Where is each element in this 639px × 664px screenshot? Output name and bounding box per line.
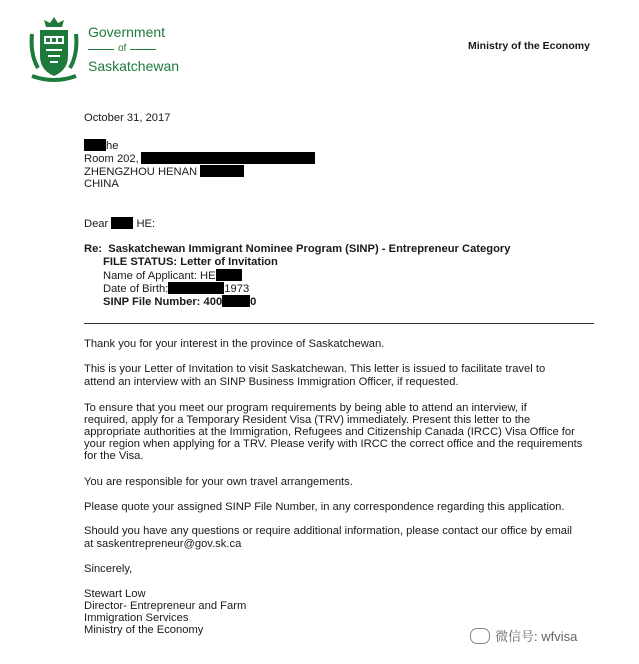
gov-of-line [88,41,179,57]
letter-date: October 31, 2017 [84,112,171,124]
paragraph-requirements-line: appropriate authorities at the Immigration, Refugees and Citizenship Canada (IRCC) Visa Office for [84,426,575,438]
redaction-bar [84,139,106,151]
signature-title: Director- Entrepreneur and Farm [84,600,247,612]
redaction-bar [168,282,224,294]
paragraph-requirements-line: required, apply for a Temporary Resident Visa (TRV) immediately. Present this letter to the [84,414,531,426]
wechat-watermark: 微信号: wfvisa [470,626,577,645]
signature-ministry: Ministry of the Economy [84,624,204,636]
paragraph-thanks: Thank you for your interest in the province of Saskatchewan. [84,338,385,350]
gov-line3: Saskatchewan [88,58,180,74]
signature-dept: Immigration Services [84,612,189,624]
gov-line1: Government [88,24,166,40]
redaction-bar [216,269,242,281]
paragraph-invitation-line: attend an interview with an SINP Business Immigration Officer, if requested. [84,376,459,388]
address-line-4: CHINA [84,178,119,190]
paragraph-requirements-line: To ensure that you meet our program requirements by being able to attend an interview, if [84,402,527,414]
redaction-bar [111,217,133,229]
applicant-name: Name of Applicant: HE [103,269,242,283]
coat-of-arms-icon [28,14,80,84]
government-wordmark [88,24,179,74]
date-of-birth: Date of Birth: 1973 [103,283,250,295]
address-line-3: ZHENGZHOU HENAN [84,165,244,179]
re-line: Re: Saskatchewan Immigrant Nominee Program (SINP) - Entrepreneur Category [84,243,511,255]
signature-name: Stewart Low [84,588,146,600]
wechat-icon [470,628,490,644]
paragraph-requirements-line: your region when applying for a TRV. Please verify with IRCC the correct office and the requirements [84,438,583,450]
closing: Sincerely, [84,563,133,575]
paragraph-travel: You are responsible for your own travel arrangements. [84,476,353,488]
ministry-header: Ministry of the Economy [468,40,590,52]
redaction-bar [141,152,315,164]
paragraph-requirements-line: for the Visa. [84,450,144,462]
salutation: Dear HE: [84,218,156,230]
redaction-bar [222,295,250,307]
sinp-file-number: SINP File Number: 400 0 [103,296,257,308]
paragraph-file-number: Please quote your assigned SINP File Number, in any correspondence regarding this application. [84,501,565,513]
paragraph-invitation-line: This is your Letter of Invitation to visit Saskatchewan. This letter is issued to facilitate travel to [84,363,546,375]
address-line-1: he [84,139,118,153]
paragraph-contact-line: at saskentrepreneur@gov.sk.ca [84,538,242,550]
divider [84,323,594,324]
address-line-2: Room 202, [84,152,315,166]
file-status: FILE STATUS: Letter of Invitation [103,256,278,268]
paragraph-contact-line: Should you have any questions or require additional information, please contact our office by email [84,525,572,537]
redaction-bar [200,165,244,177]
gov-line2: of [118,43,127,54]
